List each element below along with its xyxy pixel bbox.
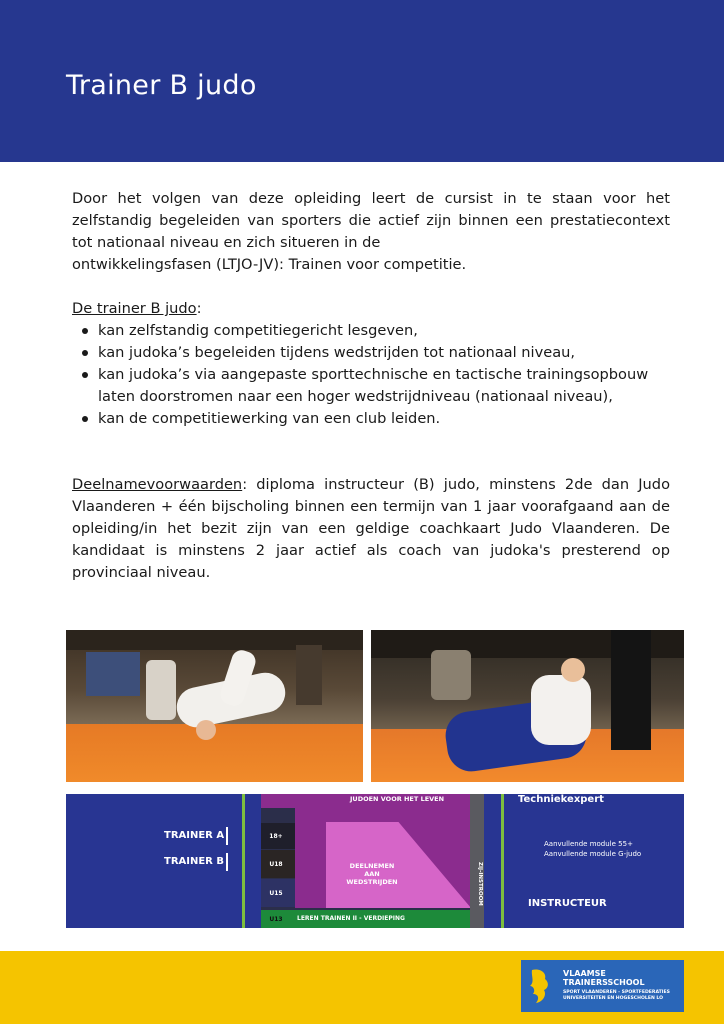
side-entry-label: ZIJ-INSTROOM (477, 862, 483, 906)
logo-subtitle (563, 990, 670, 1002)
right-bottom-label: INSTRUCTEUR (528, 898, 607, 909)
intro-paragraph (72, 188, 670, 276)
stage-row (261, 910, 470, 928)
age-label: U13 (269, 915, 283, 923)
trainer-b-label: TRAINER B (164, 856, 224, 867)
trainerschool-logo (521, 960, 684, 1012)
requirements-label: Deelnamevoorwaarden (72, 476, 243, 493)
stage-label: LEREN TRAINEN II - VERDIEPING (297, 915, 405, 922)
marker (226, 827, 228, 845)
judo-photo-right (371, 630, 684, 782)
age-label: U18 (269, 860, 283, 868)
top-band-label: JUDOEN VOOR HET LEVEN (350, 795, 445, 803)
competences-heading (72, 298, 670, 320)
list-item: kan de competitiewerking van een club leiden. (72, 408, 670, 430)
right-title: Techniekexpert (518, 794, 604, 805)
competences-list (72, 320, 670, 430)
requirements-paragraph (72, 474, 670, 584)
requirements-text: : diploma instructeur (B) judo, minstens 2de dan Judo Vlaanderen + één bijscholing binnen een termijn van 1 jaar voorafgaand aan de opleiding/in het bezit zijn van een geldige coachkaart Judo Vlaanderen. De kandidaat is minstens 2 jaar actief als coach van judoka's presterend op provinciaal niveau. (72, 476, 670, 581)
competences-heading-label: De trainer B judo (72, 300, 197, 317)
list-item: kan zelfstandig competitiegericht lesgeven, (72, 320, 670, 342)
logo-line-1: VLAAMSE (563, 969, 606, 978)
age-label: U15 (269, 889, 283, 897)
intro-text-last-line: ontwikkelingsfasen (LTJO-JV): Trainen voor competitie. (72, 256, 467, 273)
marker (226, 853, 228, 871)
age-label: 18+ (269, 832, 283, 840)
intro-text: Door het volgen van deze opleiding leert de cursist in te staan voor het zelfstandig begeleiden van sporters die actief zijn binnen een prestatiecontext tot nationaal niveau en zich situeren in de (72, 190, 670, 251)
logo-line-4: UNIVERSITEITEN EN HOGESCHOLEN LO (563, 996, 664, 1001)
page-title: Trainer B judo (66, 70, 257, 101)
page-header (0, 0, 724, 162)
logo-line-3: SPORT VLAANDEREN - SPORTFEDERATIES (563, 990, 670, 995)
divider-line (501, 794, 504, 928)
competences-heading-colon: : (196, 300, 202, 317)
lion-icon (527, 966, 553, 1006)
judo-photo-left (66, 630, 363, 782)
module-label: Aanvullende module 55+ (544, 840, 633, 848)
overlay-label: DEELNEMEN AAN WEDSTRIJDEN (346, 862, 398, 886)
list-item: kan judoka’s begeleiden tijdens wedstrijden tot nationaal niveau, (72, 342, 670, 364)
logo-line-2: TRAINERSSCHOOL (563, 978, 645, 987)
top-band (261, 794, 471, 808)
logo-title (563, 969, 645, 987)
trainer-pathway-diagram (66, 794, 684, 928)
list-item: kan judoka’s via aangepaste sporttechnische en tactische trainingsopbouw laten doorstromen naar een hoger wedstrijdniveau (nationaal niveau), (72, 364, 670, 408)
divider-line (242, 794, 245, 928)
trainer-a-label: TRAINER A (164, 830, 225, 841)
module-label: Aanvullende module G-judo (544, 850, 642, 858)
